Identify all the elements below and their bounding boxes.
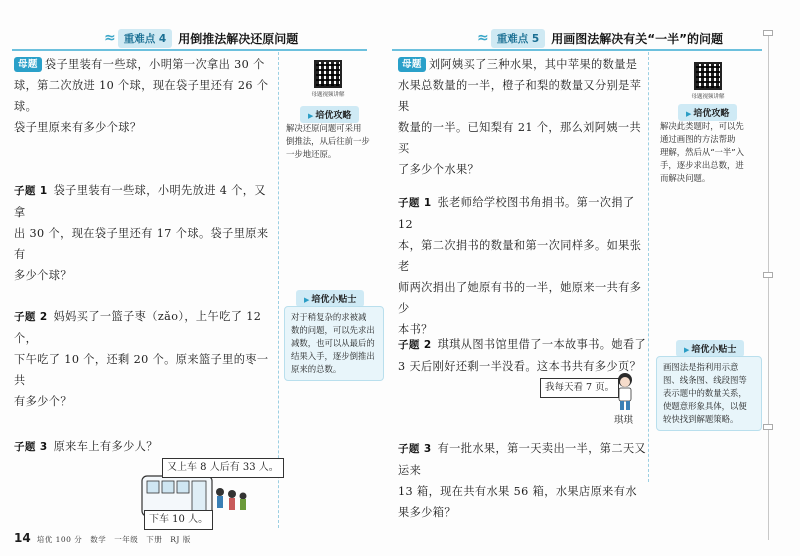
tip-label (300, 106, 359, 123)
tip-label (678, 104, 737, 121)
left-column-divider (278, 52, 279, 528)
question-text: 有一批水果，第一天卖出一半，第二天又运来 (398, 442, 647, 477)
question-text: 出 30 个，现在袋子里还有 17 个球。袋子里原来有 (14, 227, 269, 261)
tip-line: 使题意形象具体，以便 (663, 401, 747, 411)
tip-line: 较快找到解题策略。 (663, 414, 739, 424)
tip-body (656, 356, 762, 431)
question-label: 子题 3 (14, 441, 48, 453)
tip-line: 表示题中的数量关系， (663, 388, 747, 398)
right-question-1 (398, 192, 648, 340)
left-section-title: 用倒推法解决还原问题 (178, 31, 299, 46)
tip-line: 结果入手，逐步倒推出 (291, 351, 375, 361)
tip-line: 画图法是指利用示意 (663, 362, 739, 372)
tip-line: 减数，也可以从最后的 (291, 338, 375, 348)
right-section-tag: 重难点 5 (491, 29, 545, 48)
left-section-header (104, 28, 298, 48)
question-text: 本，第二次捐书的数量和第一次同样多。如果张老 (398, 239, 642, 273)
triangle-icon: ▶ (308, 112, 314, 120)
question-text: 13 箱，现在共有水果 56 箱，水果店原来有水果多少箱？ (398, 485, 637, 519)
tip-line: 图、线条图、线段图等 (663, 375, 747, 385)
left-section-tag: 重难点 4 (118, 29, 172, 48)
triangle-icon: ▶ (684, 346, 690, 354)
right-question-2 (398, 334, 648, 377)
example-badge: 母题 (398, 57, 426, 72)
kiki-speech-bubble: 我每天看 7 页。 (540, 378, 619, 398)
left-question-2 (14, 306, 276, 412)
edge-marker (763, 30, 773, 36)
left-question-1 (14, 180, 276, 286)
question-text: 有多少个？ (14, 395, 72, 408)
tip-line: 通过画图的方法帮助 (660, 134, 736, 144)
right-section-header (477, 28, 723, 48)
qr-caption: 母题视频讲解 (311, 92, 345, 98)
tip-label (296, 290, 364, 307)
tip-line: 对于稍复杂的求被减 (291, 312, 367, 322)
example-text: 袋子里装有一些球，小明第一次拿出 30 个 (44, 58, 265, 71)
example-text: 数量的一半。已知梨有 21 个，那么刘阿姨一共买 (398, 121, 642, 155)
page-edge-line (768, 30, 769, 540)
tip-line: 手，逐步求出总数，进 (660, 160, 744, 170)
qr-code-icon[interactable] (314, 60, 342, 88)
tip-label-text: 培优小贴士 (311, 295, 357, 305)
question-text: 师两次捐出了她原有书的一半，她原来一共有多少 (398, 281, 642, 315)
question-text: 3 天后刚好还剩一半没看。这本书共有多少页？ (398, 360, 642, 373)
tip-line: 解决此类题时，可以先 (660, 121, 744, 131)
left-example (14, 54, 276, 138)
tip-line: 理解，然后从“一半”入 (660, 147, 744, 157)
tip-label-text: 培优攻略 (315, 111, 352, 121)
right-column-divider (648, 52, 649, 482)
tip-line: 倒推法，从后往前一步 (286, 136, 370, 146)
right-example (398, 54, 648, 180)
question-text: 琪琪从图书馆里借了一本故事书。她看了 (437, 338, 647, 351)
page-number: 14 (14, 531, 31, 545)
question-label: 子题 2 (398, 339, 432, 351)
triangle-icon: ▶ (686, 110, 692, 118)
qr-caption: 母题视频讲解 (691, 94, 725, 100)
question-label: 子题 2 (14, 311, 48, 323)
tip-line: 一步地还原。 (286, 149, 337, 159)
girl-illustration (612, 372, 638, 412)
qr-code-icon[interactable] (694, 62, 722, 90)
question-text: 妈妈买了一篮子枣（zǎo），上午吃了 12 个， (14, 310, 262, 345)
tip-line: 而解决问题。 (660, 173, 711, 183)
question-label: 子题 1 (398, 197, 432, 209)
right-question-3 (398, 438, 648, 523)
edge-marker (763, 272, 773, 278)
question-text: 袋子里装有一些球，小明先放进 4 个，又拿 (14, 184, 266, 219)
example-text: 刘阿姨买了三种水果，其中苹果的数量是 (428, 58, 638, 71)
tip-line: 解决还原问题可采用 (286, 123, 362, 133)
example-badge: 母题 (14, 57, 42, 72)
question-text: 张老师给学校图书角捐书。第一次捐了 12 (398, 196, 635, 231)
example-text: 水果总数量的一半，橙子和梨的数量又分别是苹果 (398, 79, 642, 113)
tip-line: 原来的总数。 (291, 364, 342, 374)
question-text: 原来车上有多少人？ (53, 440, 158, 453)
wave-icon: ≈ (477, 30, 489, 46)
edge-marker (763, 424, 773, 430)
bus-bubble-top: 又上车 8 人后有 33 人。 (162, 458, 284, 478)
question-label: 子题 1 (14, 185, 48, 197)
question-label: 子题 3 (398, 443, 432, 455)
kiki-name: 琪琪 (614, 415, 634, 426)
example-text: 袋子里原来有多少个球？ (14, 121, 142, 134)
tip-body (286, 122, 386, 161)
tip-label-text: 培优攻略 (693, 109, 730, 119)
wave-icon: ≈ (104, 30, 116, 46)
tip-line: 数的问题，可以先求出 (291, 325, 375, 335)
right-section-title: 用画图法解决有关“一半”的问题 (551, 31, 723, 46)
example-text: 球，第二次放进 10 个球，现在袋子里还有 26 个球。 (14, 79, 269, 113)
question-text: 本书？ (398, 323, 433, 336)
tip-body (660, 120, 762, 185)
tip-label (676, 340, 744, 357)
left-header-rule (12, 49, 367, 51)
triangle-icon: ▶ (304, 296, 310, 304)
tip-label-text: 培优小贴士 (691, 345, 737, 355)
right-header-rule (392, 49, 762, 51)
left-question-3 (14, 436, 276, 458)
footer-text: 培优 100 分 数学 一年级 下册 RJ 版 (36, 535, 191, 544)
example-text: 了多少个水果？ (398, 163, 480, 176)
page-footer (14, 531, 191, 545)
question-text: 多少个球？ (14, 269, 72, 282)
tip-body (284, 306, 384, 381)
bus-bubble-bottom: 下车 10 人。 (144, 510, 213, 530)
question-text: 下午吃了 10 个，还剩 20 个。原来篮子里的枣一共 (14, 353, 269, 387)
